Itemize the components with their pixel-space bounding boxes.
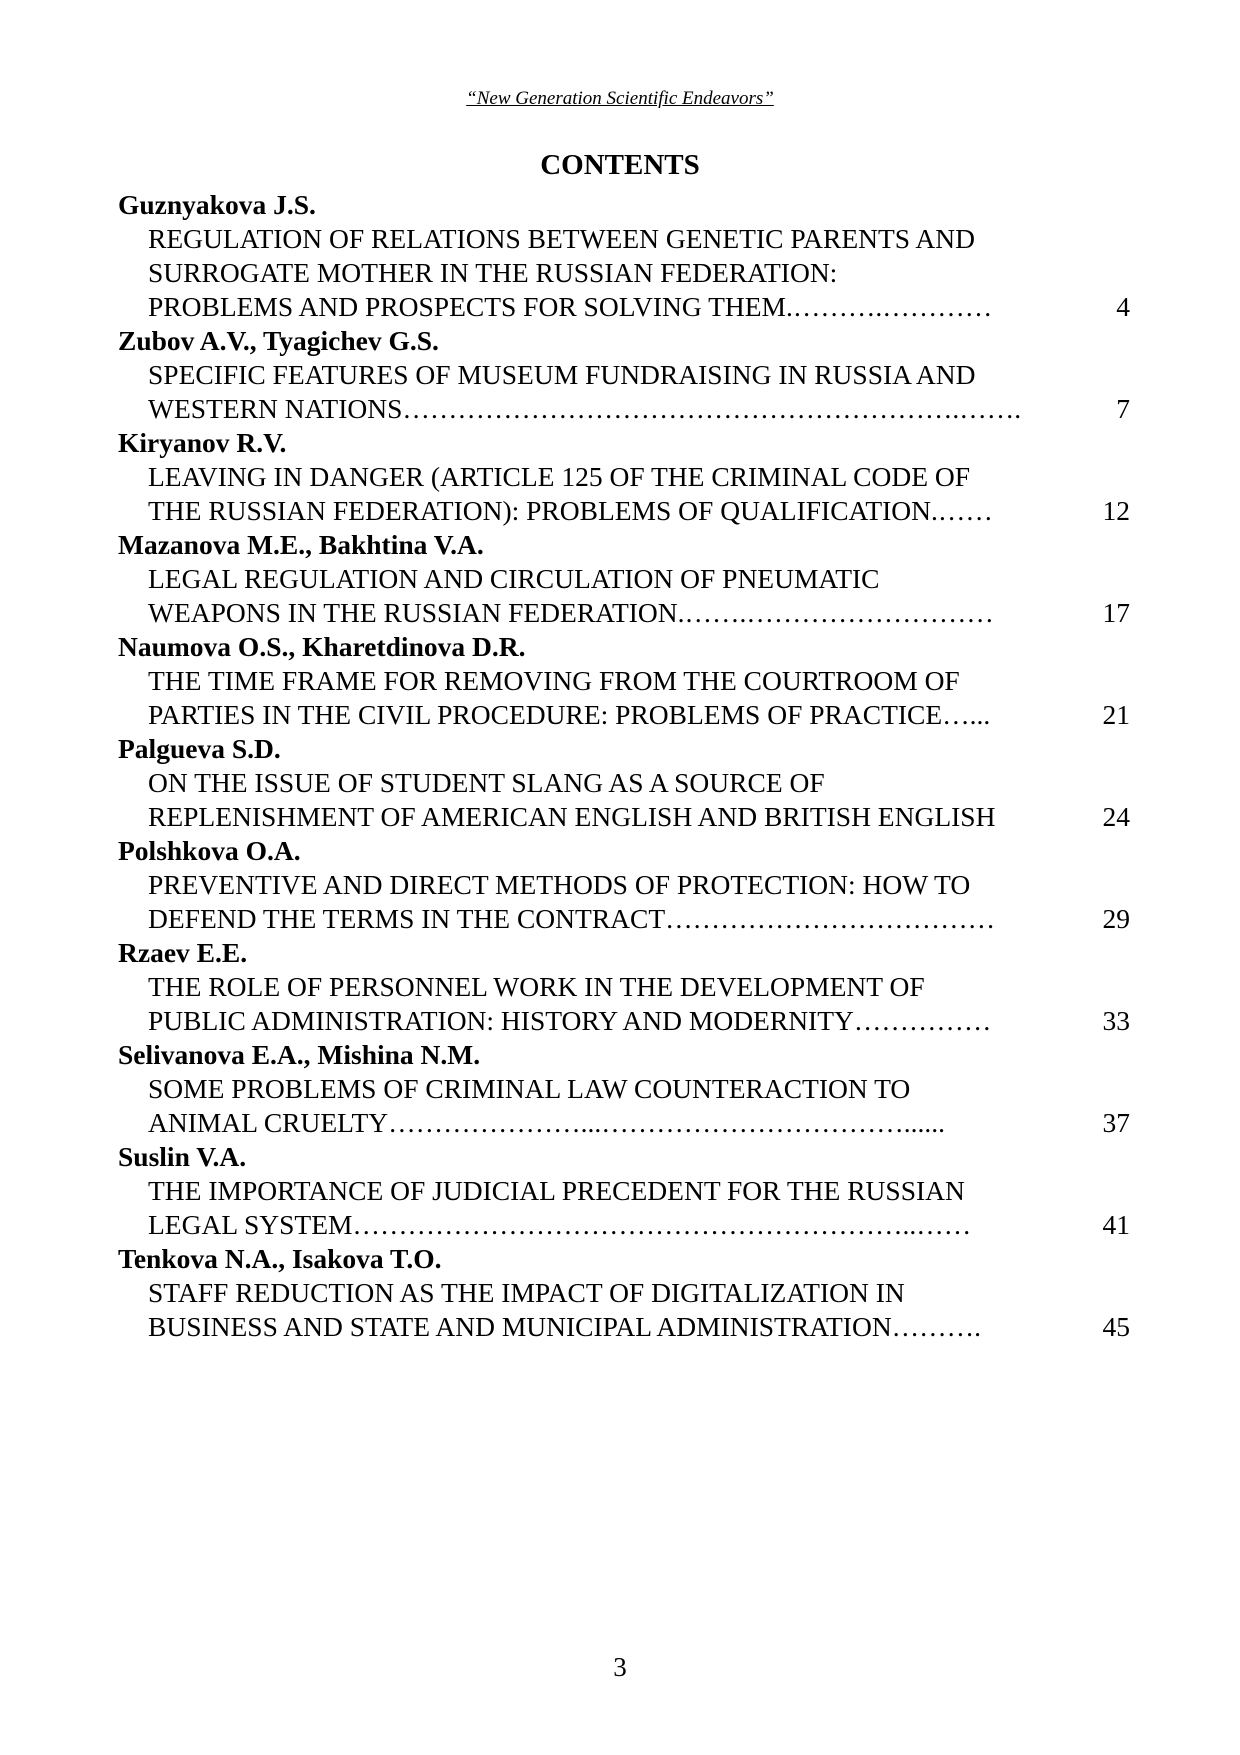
toc-entry-page-number: 12: [1102, 495, 1130, 526]
toc-entry-title-line: [118, 562, 1130, 596]
toc-entry-title-line: [118, 1310, 1130, 1344]
toc-entry-title-line: [118, 494, 1130, 528]
toc-entry[interactable]: [118, 324, 1130, 426]
toc-entry-title-line: [118, 290, 1130, 324]
toc-entry-title-text: LEGAL REGULATION AND CIRCULATION OF PNEUMATIC: [148, 563, 880, 594]
toc-entry-title-text: THE TIME FRAME FOR REMOVING FROM THE COURTROOM OF: [148, 665, 960, 696]
contents-heading: CONTENTS: [540, 149, 700, 181]
toc-entry-title-line: [118, 664, 1130, 698]
toc-entry-title-line: [118, 1004, 1130, 1038]
toc-entry[interactable]: [118, 936, 1130, 1038]
toc-entry-authors: Kiryanov R.V.: [118, 427, 287, 458]
toc-entry-title-text: PUBLIC ADMINISTRATION: HISTORY AND MODERNITY……………: [148, 1005, 992, 1036]
toc-entry-authors: Selivanova E.A., Mishina N.M.: [118, 1039, 481, 1070]
toc-entry-page-number: 29: [1102, 903, 1130, 934]
toc-entry-title-text: LEAVING IN DANGER (ARTICLE 125 OF THE CRIMINAL CODE OF: [148, 461, 971, 492]
toc-entry-title-text: PARTIES IN THE CIVIL PROCEDURE: PROBLEMS OF PRACTICE…...: [148, 699, 991, 730]
toc-entry-title-line: [118, 222, 1130, 256]
toc-entry-page-number: 7: [1116, 393, 1130, 424]
toc-entry-authors: Palgueva S.D.: [118, 733, 281, 764]
toc-entry-title-text: WEAPONS IN THE RUSSIAN FEDERATION.…….………………………: [148, 597, 994, 628]
table-of-contents: [118, 188, 1130, 1344]
toc-entry[interactable]: [118, 732, 1130, 834]
toc-entry-title-line: [118, 698, 1130, 732]
toc-entry-title-text: REPLENISHMENT OF AMERICAN ENGLISH AND BRITISH ENGLISH: [148, 801, 996, 832]
toc-entry-page-number: 24: [1102, 801, 1130, 832]
toc-entry-title-text: BUSINESS AND STATE AND MUNICIPAL ADMINISTRATION……….: [148, 1311, 982, 1342]
toc-entry-title-line: [118, 1072, 1130, 1106]
toc-entry-title-line: [118, 902, 1130, 936]
toc-entry-title-text: SURROGATE MOTHER IN THE RUSSIAN FEDERATION:: [148, 257, 838, 288]
toc-entry-authors: Mazanova M.E., Bakhtina V.A.: [118, 529, 484, 560]
toc-entry-authors: Zubov A.V., Tyagichev G.S.: [118, 325, 439, 356]
toc-entry-title-line: [118, 460, 1130, 494]
toc-entry-title-line: [118, 868, 1130, 902]
toc-entry-title-text: DEFEND THE TERMS IN THE CONTRACT………………………………: [148, 903, 996, 934]
toc-entry[interactable]: [118, 834, 1130, 936]
toc-entry-authors: Suslin V.A.: [118, 1141, 247, 1172]
toc-entry-authors: Polshkova O.A.: [118, 835, 301, 866]
running-title: “New Generation Scientific Endeavors”: [466, 88, 774, 109]
toc-entry-title-text: STAFF REDUCTION AS THE IMPACT OF DIGITALIZATION IN: [148, 1277, 905, 1308]
toc-entry-title-line: [118, 1106, 1130, 1140]
toc-entry-title-text: THE IMPORTANCE OF JUDICIAL PRECEDENT FOR THE RUSSIAN: [148, 1175, 965, 1206]
toc-entry-title-text: SPECIFIC FEATURES OF MUSEUM FUNDRAISING IN RUSSIA AND: [148, 359, 976, 390]
toc-entry[interactable]: [118, 1140, 1130, 1242]
toc-entry-title-text: WESTERN NATIONS…………………………………………………….…….: [148, 393, 1022, 424]
toc-entry-title-text: ANIMAL CRUELTY…………………...……………………………......: [148, 1107, 945, 1138]
toc-entry-title-text: LEGAL SYSTEM……………………………………………………..……: [148, 1209, 972, 1240]
toc-entry-title-text: THE RUSSIAN FEDERATION): PROBLEMS OF QUALIFICATION.……: [148, 495, 993, 526]
toc-entry[interactable]: [118, 188, 1130, 324]
toc-entry-title-line: [118, 358, 1130, 392]
page-number: 3: [613, 1652, 627, 1682]
toc-entry-title-line: [118, 256, 1130, 290]
toc-entry-title-text: REGULATION OF RELATIONS BETWEEN GENETIC PARENTS AND: [148, 223, 976, 254]
toc-entry-title-text: SOME PROBLEMS OF CRIMINAL LAW COUNTERACTION TO: [148, 1073, 911, 1104]
toc-entry-title-text: PREVENTIVE AND DIRECT METHODS OF PROTECTION: HOW TO: [148, 869, 971, 900]
toc-entry-title-line: [118, 766, 1130, 800]
toc-entry-authors: Tenkova N.A., Isakova T.O.: [118, 1243, 442, 1274]
toc-entry[interactable]: [118, 528, 1130, 630]
toc-entry-page-number: 45: [1102, 1311, 1130, 1342]
toc-entry-authors: Naumova O.S., Kharetdinova D.R.: [118, 631, 526, 662]
toc-entry-page-number: 37: [1102, 1107, 1130, 1138]
toc-entry[interactable]: [118, 426, 1130, 528]
toc-entry[interactable]: [118, 1242, 1130, 1344]
toc-entry-title-line: [118, 392, 1130, 426]
toc-entry[interactable]: [118, 1038, 1130, 1140]
toc-entry-title-text: ON THE ISSUE OF STUDENT SLANG AS A SOURCE OF: [148, 767, 825, 798]
toc-entry-title-line: [118, 596, 1130, 630]
toc-entry-authors: Guznyakova J.S.: [118, 189, 316, 220]
toc-entry-authors: Rzaev E.E.: [118, 937, 248, 968]
toc-entry-title-line: [118, 970, 1130, 1004]
toc-entry-title-line: [118, 1174, 1130, 1208]
toc-entry-title-line: [118, 800, 1130, 834]
toc-entry-page-number: 41: [1102, 1209, 1130, 1240]
toc-entry[interactable]: [118, 630, 1130, 732]
toc-entry-page-number: 33: [1102, 1005, 1130, 1036]
toc-entry-page-number: 4: [1116, 291, 1130, 322]
toc-entry-title-line: [118, 1208, 1130, 1242]
toc-entry-page-number: 17: [1102, 597, 1130, 628]
toc-entry-title-line: [118, 1276, 1130, 1310]
toc-entry-title-text: THE ROLE OF PERSONNEL WORK IN THE DEVELOPMENT OF: [148, 971, 925, 1002]
toc-entry-title-text: PROBLEMS AND PROSPECTS FOR SOLVING THEM.……….…………: [148, 291, 993, 322]
toc-entry-page-number: 21: [1102, 699, 1130, 730]
